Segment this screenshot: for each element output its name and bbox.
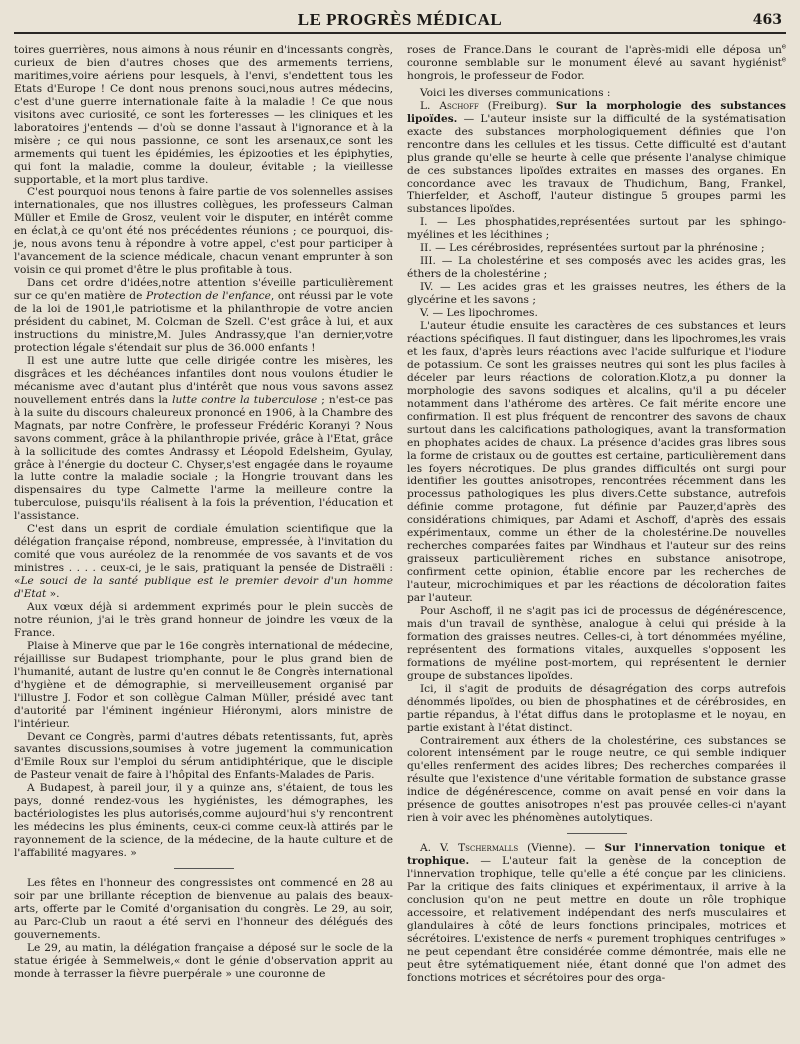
paragraph: C'est pourquoi nous tenons à faire partie de vos solennelles assises internationales, que nos illustres collègues, les professeurs Calman Müller et Emile de Grosz, veulent voir le disputer, en intérêt comme en éclat,à ce qu'ont été nos précédentes réunions ; ce pourquoi, dis-je, nous avons tenu à répondre à votre appel, c'est pour participer à l'avancement de la science médicale, chacun venant emprunter à son voisin ce qui promet d'être le plus profitable à tous. — [14, 186, 393, 277]
paragraph: Voici les diverses communications : — [420, 86, 611, 99]
text-run: (Vienne). — — [518, 842, 605, 855]
communication-aschoff — [407, 100, 786, 217]
text-run: Dans cet ordre d'idées,notre attention s'éveille particulièrement sur ce qu'en matière de — [14, 277, 393, 303]
paragraph: Contrairement aux éthers de la cholestérine, ces substances se colorent intensément par le rouge neutre, ce qui semble indiquer qu'elles renferment des acides libres; Des recherches comparées il résulte que l'existence d'une véritable formation de substance grasse indice de dégénérescence, comme on avait pensé en voir dans la présence de gouttes anisotropes n'est pas prouvée celles-ci n'ayant rien à voir avec les phénomènes autolytiques. — [407, 734, 786, 825]
list-item: V. — Les lipochromes. — [420, 307, 538, 320]
paragraph — [14, 355, 393, 523]
text-run: ». — [46, 588, 60, 601]
left-column — [14, 44, 393, 985]
communication-title: Sur l'innervation tonique et trophique. — [407, 842, 786, 868]
right-column — [407, 44, 786, 985]
paragraph: Les fêtes en l'honneur des congressistes ont commencé en 28 au soir par une brillante réception de bienvenue au palais des beaux-arts, offerte par le Comité d'organisation du congrès. Le 29, au soir, au Parc-Club un raout a été servi en l'honneur des délégués des gouvernements. — [14, 877, 393, 941]
italic-phrase: lutte contre la tuberculose — [172, 393, 318, 406]
text-run: C'est dans un esprit de cordiale émulation scientifique que la délégation française répond, nombreuse, empressée, à l'invitation du comité que vous auréolez de la renommée de vos savants et de vos ministres . . . . ceux-ci, je le sais, pratiquant la pensée de Distraëli : « — [14, 523, 393, 588]
text-run: — L'auteur insiste sur la difficulté de la systématisation exacte des substances morphologiquement définies que l'on rencontre dans les cellules et les tissus. Cette difficulté est d'autant plus grande qu'elle se heurte à celle que présente l'analyse chimique de ces substances lipoïdes extraites en masses des organes. En concordance avec les travaux de Thudichum, Bang, Frankel, Thierfelder, et Aschoff, l'auteur distingue 5 groupes parmi les substances lipoïdes. — [407, 112, 786, 216]
paragraph: Aux vœux déjà si ardemment exprimés pour le plein succès de notre réunion, j'ai le très grand honneur de joindre les vœux de la France. — [14, 600, 393, 639]
author-name: L. Aschoff — [420, 99, 479, 112]
text-run: — L'auteur fait la genèse de la conception de l'innervation trophique, telle qu'elle a été conçue par les cliniciens. Par la critique des faits cliniques et expérimentaux, il arrive à la conclusion qu'on ne peut mettre en doute un rôle trophique accessoire, et relativement indépendant des nerfs musculaires et glandulaires à côté de leurs fonctions principales, motrices et sécrétoires. L'existence de nerfs « purement trophiques centrifuges » ne peut cependant être considérée comme démontrée, mais elle ne peut être sytématiquement niée, étant donné que l'on admet des fonctions motrices et sécrétoires pour des orga- — [407, 855, 786, 984]
text-run: couronne semblable sur le monument élevé au savant hygiénist — [407, 56, 782, 69]
list-item: II. — Les cérébrosides, représentées surtout par la phrénosine ; — [420, 242, 765, 255]
communication-tschermalls — [407, 842, 786, 984]
quotation: Le souci de la santé publique est le premier devoir d'un homme d'Etat — [14, 575, 393, 601]
text-run: roses de France.Dans le courant de l'après-midi elle déposa un — [407, 44, 782, 56]
list-item: IV. — Les acides gras et les graisses neutres, les éthers de la glycérine et les savons ; — [407, 281, 786, 307]
journal-title: LE PROGRÈS MÉDICAL — [297, 10, 503, 29]
paragraph: Ici, il s'agit de produits de désagrégation des corps autrefois dénommés lipoïdes, ou bien de phosphatines et de cérébrosides, en partie répandus, à l'état diffus dans le protoplasme et le noyau, en partie existant à l'état distinct. — [407, 682, 786, 734]
paragraph: Pour Aschoff, il ne s'agit pas ici de processus de dégénérescence, mais d'un travail de synthèse, analogue à celui qui préside à la formation des graisses neutres. Celles-ci, à tort dénommées myéline, représentent des formations vitales, auxquelles s'opposent les formations de myéline post-mortem, qui représentent le dernier groupe de substances lipoïdes. — [407, 604, 786, 682]
superscript: e — [781, 42, 786, 51]
paragraph: Devant ce Congrès, parmi d'autres débats retentissants, fut, après savantes discussions,soumises à votre jugement la communication d'Emile Roux sur l'emploi du sérum antidiphtérique, que le disciple de Pasteur venait de faire à l'hôpital des Enfants-Malades de Paris. — [14, 730, 393, 782]
section-divider — [567, 833, 627, 834]
paragraph: toires guerrières, nous aimons à nous réunir en d'incessants congrès, curieux de bien d'autres choses que des armements terriens, maritimes,voire aériens pour lesquels, à l'envi, s'endettent tous les Etats d'Europe ! Ce dont nous prenons souci,nous autres médecins, c'est d'une guerre internationale faite à la maladie ! Ce que nous visitons avec curiosité, ce sont les forteresses — les cliniques et les laboratoires j'entends — d'où se donne l'assaut à l'ignorance et à la misère ; ce qui nous passionne, ce sont les arsenaux,ce sont les armements qui tuent les épidémies, les épizooties et les épiphyties, qui font la maladie, comme la douleur, évitable ; la vieillesse supportable, et la mort plus tardive. — [14, 44, 393, 186]
author-name: A. V. Tschermalls — [420, 842, 519, 855]
masthead — [14, 6, 786, 34]
list-item: I. — Les phosphatides,représentées surtout par les sphingo-myélines et les lécithines ; — [407, 216, 786, 242]
text-run: , ont réussi par le vote de la loi de 1901,le patriotisme et la philanthropie de votre ancien président du cabinet, M. Colcman de Szell. C'est grâce à lui, et aux instructions du ministre,M. Jules Andrassy,que l'an dernier,votre protection légale s'étendait sur plus de 36.000 enfants ! — [14, 290, 393, 354]
text-run: hongrois, le professeur de Fodor. — [407, 69, 585, 82]
text-run: ; n'est-ce pas à la suite du discours chaleureux prononcé en 1906, à la Chambre des Magnats, par notre Confrère, le professeur Frédéric Koranyi ? Nous savons comment, grâce à la philanthropie privée, grâce à l'Etat, grâce à la sollicitude des comtes Andrassy et Léopold Edelsheim, Gyulay, grâce à l'énergie du docteur C. Chyser,s'est engagée dans le royaume la lutte contre la maladie sociale ; la Hongrie trouvant dans les dispensaires du type Calmette l'arme la meilleure contre la tuberculose, puisqu'ils réalisent à la fois la prévention, l'éducation et l'assistance. — [14, 393, 393, 523]
superscript: e — [781, 55, 786, 64]
list-item: III. — La cholestérine et ses composés avec les acides gras, les éthers de la cholestérine ; — [407, 255, 786, 281]
paragraph: Le 29, au matin, la délégation française a déposé sur le socle de la statue érigée à Semmelweis,« dont le génie d'observation apprit au monde à terrasser la fièvre puerpérale » une couronne de — [14, 941, 393, 980]
article-columns — [14, 44, 786, 985]
text-run: (Freiburg). — [478, 99, 556, 112]
page-number: 463 — [752, 12, 782, 28]
paragraph: A Budapest, à pareil jour, il y a quinze ans, s'étaient, de tous les pays, donné rendez-vous les hygiénistes, les démographes, les bactériologistes les plus autorisés,comme aujourd'hui s'y rencontrent les médecins les plus éminents, ceux-ci comme ceux-là attirés par le rayonnement de la science, de la médecine, de la haute culture et de l'affabilité magyares. » — [14, 782, 393, 860]
text-run: Il est une autre lutte que celle dirigée contre les misères, les disgrâces et les déchéances infantiles dont nous voulons étudier le mécanisme avec d'autant plus d'intérêt que nous vous savons assez nouvellement entrés dans la — [14, 354, 393, 406]
section-divider — [174, 868, 234, 869]
paragraph — [407, 44, 786, 83]
communication-title: Sur la morphologie des substances lipoïdes. — [407, 99, 786, 125]
paragraph — [14, 277, 393, 355]
paragraph: L'auteur étudie ensuite les caractères de ces substances et leurs réactions spécifiques. Il faut distinguer, dans les lipochromes,les vrais et les faux, d'après leurs réactions avec l'acide sulfurique et l'iodure de potassium. Ce sont les graisses neutres qui sont les plus faciles à déceler par leurs réactions de coloration.Klotz,a pu donner la morphologie des savons sodiques et alcalins, qu'il a pu déceler notamment dans l'athérome des artères. Ce fait mérite encore une confirmation. Il est plus fréquent de rencontrer des savons de chaux surtout dans les calcifications pathologiques, avant la transformation en phophates acides de chaux. La présence d'acides gras libres sous la forme de cristaux ou de gouttes est certaine, particulièrement dans les foyers nécrotiques. De plus grandes difficultés ont surgi pour identifier les gouttes anisotropes, rencontrées récemment dans les processus pathologiques les plus divers.Cette substance, autrefois définie comme protagone, fut définie par Pauzer,d'après des considérations chimiques, par Adami et Aschoff, d'après des essais expérimentaux, comme un éther de la cholestérine.De nouvelles recherches comparées faites par Windhaus et l'auteur sur des reins graisseux particulièrement riches en substance anisotrope, confirment cette opinion, établie encore par les recherches de l'auteur, microchimiques et par les réactions de décoloration faites par l'auteur. — [407, 320, 786, 605]
paragraph: Plaise à Minerve que par le 16e congrès international de médecine, réjaillisse sur Budapest triomphante, pour le plus grand bien de l'humanité, autant de lustre qu'en connut le 8e Congrès international d'hygiène et de démographie, si merveilleusement organisé par l'illustre J. Fodor et son collègue Calman Müller, présidé avec tant d'autorité par l'éminent ingénieur Hiéronymi, alors ministre de l'intérieur. — [14, 639, 393, 730]
paragraph — [14, 523, 393, 601]
italic-phrase: Protection de l'enfance — [145, 290, 271, 303]
